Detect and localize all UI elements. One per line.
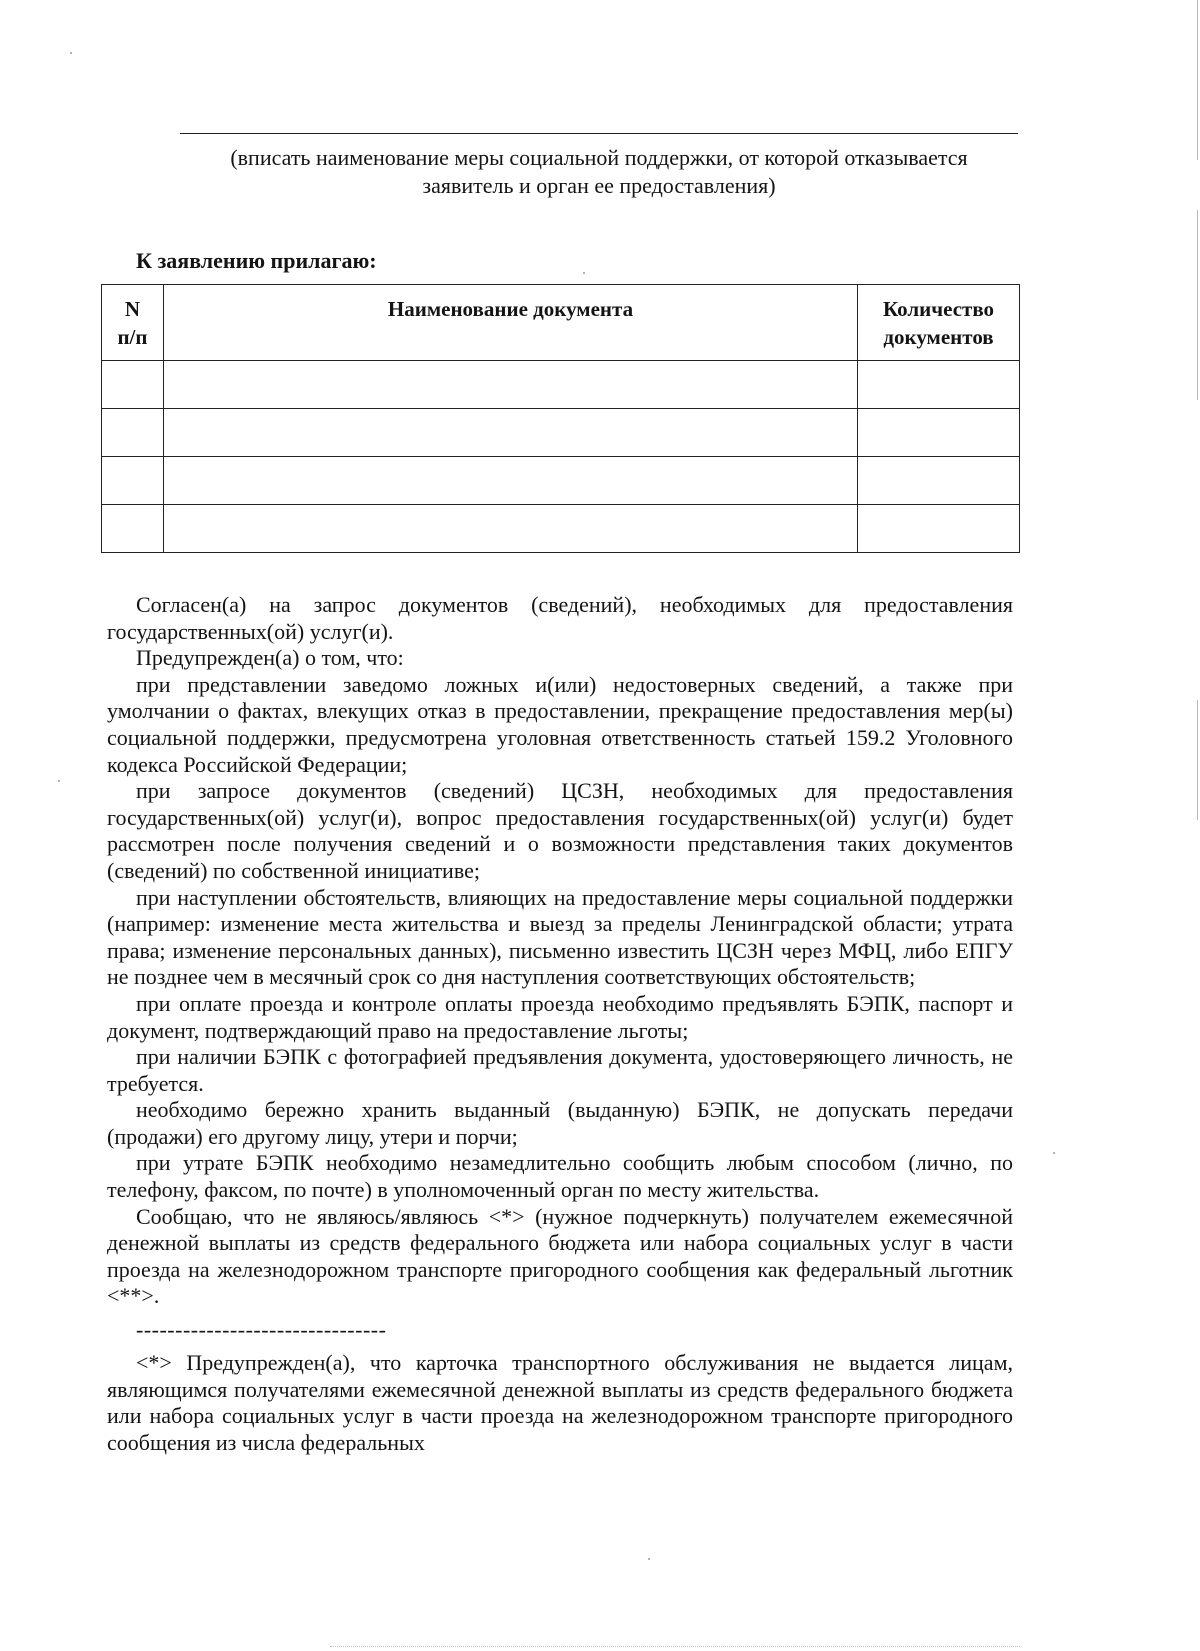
warning-fare-payment: при оплате проезда и контроле оплаты проезда необходимо предъявлять БЭПК, паспорт и документ, подтверждающий право на предоставление льготы; xyxy=(107,990,1013,1043)
scan-speck xyxy=(583,272,585,274)
scan-speck xyxy=(648,1558,650,1560)
column-header-number-line-1: N xyxy=(124,297,141,321)
warning-card-care: необходимо бережно хранить выданный (выданную) БЭПК, не допускать передачи (продажи) его другому лицу, утери и порчи; xyxy=(107,1097,1013,1149)
fill-in-caption xyxy=(170,144,1028,200)
consent-paragraph: Согласен(а) на запрос документов (сведений), необходимых для предоставления государственных(ой) услуг(и). xyxy=(107,592,1013,644)
warning-circumstances: при наступлении обстоятельств, влияющих на предоставление меры социальной поддержки (например: изменение места жительства и выезд за пределы Ленинградской области; утрата права; изменение персональных данных), письменно известить ЦСЗН через МФЦ, либо ЕПГУ не позднее чем в месячный срок со дня наступления соответствующих обстоятельств; xyxy=(107,884,1013,990)
table-header-row xyxy=(102,285,1020,361)
cell-document-name[interactable] xyxy=(163,457,857,505)
cell-number[interactable] xyxy=(102,409,164,457)
caption-line-2: заявитель и орган ее предоставления) xyxy=(422,173,776,198)
scan-edge-mark xyxy=(1197,210,1198,400)
caption-line-1: (вписать наименование меры социальной поддержки, от которой отказывается xyxy=(230,145,968,170)
table-row xyxy=(102,457,1020,505)
table-row xyxy=(102,505,1020,553)
warning-card-loss: при утрате БЭПК необходимо незамедлительно сообщить любым способом (лично, по телефону, факсом, по почте) в уполномоченный орган по месту жительства. xyxy=(107,1150,1013,1203)
footnote-text: <*> Предупрежден(а), что карточка транспортного обслуживания не выдается лицам, являющимся получателями ежемесячной денежной выплаты из средств федерального бюджета или набора социальных услуг в части проезда на железнодорожном транспорте пригородного сообщения из числа федеральных xyxy=(107,1350,1013,1455)
cell-number[interactable] xyxy=(102,361,164,409)
cell-document-name[interactable] xyxy=(163,409,857,457)
attachments-heading: К заявлению прилагаю: xyxy=(136,248,377,273)
attachments-table xyxy=(101,284,1020,553)
declaration-paragraph: Сообщаю, что не являюсь/являюсь <*> (нужное подчеркнуть) получателем ежемесячной денежной выплаты из средств федерального бюджета или набора социальных услуг в части проезда на железнодорожном транспорте пригородного сообщения как федеральный льготник <**>. xyxy=(107,1203,1013,1309)
scan-speck xyxy=(1053,1152,1055,1154)
column-header-quantity-line-1: Количество xyxy=(883,297,995,321)
footnote-separator: -------------------------------- xyxy=(136,1317,387,1343)
cell-document-name[interactable] xyxy=(163,505,857,553)
body-text xyxy=(107,592,1013,1456)
cell-quantity[interactable] xyxy=(858,457,1020,505)
cell-document-name[interactable] xyxy=(163,361,857,409)
column-header-quantity-line-2: документов xyxy=(883,325,994,349)
table-row xyxy=(102,361,1020,409)
warning-photo-card: при наличии БЭПК с фотографией предъявления документа, удостоверяющего личность, не требуется. xyxy=(107,1044,1013,1096)
warning-false-info: при представлении заведомо ложных и(или) недостоверных сведений, а также при умолчании о фактах, влекущих отказ в предоставлении, прекращение предоставления мер(ы) социальной поддержки, предусмотрена уголовная ответственность статьей 159.2 Уголовного кодекса Российской Федерации; xyxy=(107,671,1013,777)
scan-bottom-edge xyxy=(330,1646,1020,1647)
scan-speck xyxy=(70,52,72,54)
cell-quantity[interactable] xyxy=(858,409,1020,457)
scan-edge-mark xyxy=(1197,0,1198,160)
column-header-document-name: Наименование документа xyxy=(163,285,857,361)
scan-edge-mark xyxy=(1197,700,1198,820)
table-row xyxy=(102,409,1020,457)
cell-quantity[interactable] xyxy=(858,505,1020,553)
cell-number[interactable] xyxy=(102,457,164,505)
column-header-quantity xyxy=(858,285,1020,361)
cell-quantity[interactable] xyxy=(858,361,1020,409)
column-header-number xyxy=(102,285,164,361)
fill-in-line xyxy=(180,133,1018,134)
warning-intro: Предупрежден(а) о том, что: xyxy=(136,645,404,671)
cell-number[interactable] xyxy=(102,505,164,553)
scan-speck xyxy=(58,780,60,782)
warning-document-request: при запросе документов (сведений) ЦСЗН, необходимых для предоставления государственных(ой) услуг(и), вопрос предоставления государственных(ой) услуг(и) будет рассмотрен после получения сведений и о возможности представления таких документов (сведений) по собственной инициативе; xyxy=(107,778,1013,883)
column-header-number-line-2: п/п xyxy=(117,325,148,349)
